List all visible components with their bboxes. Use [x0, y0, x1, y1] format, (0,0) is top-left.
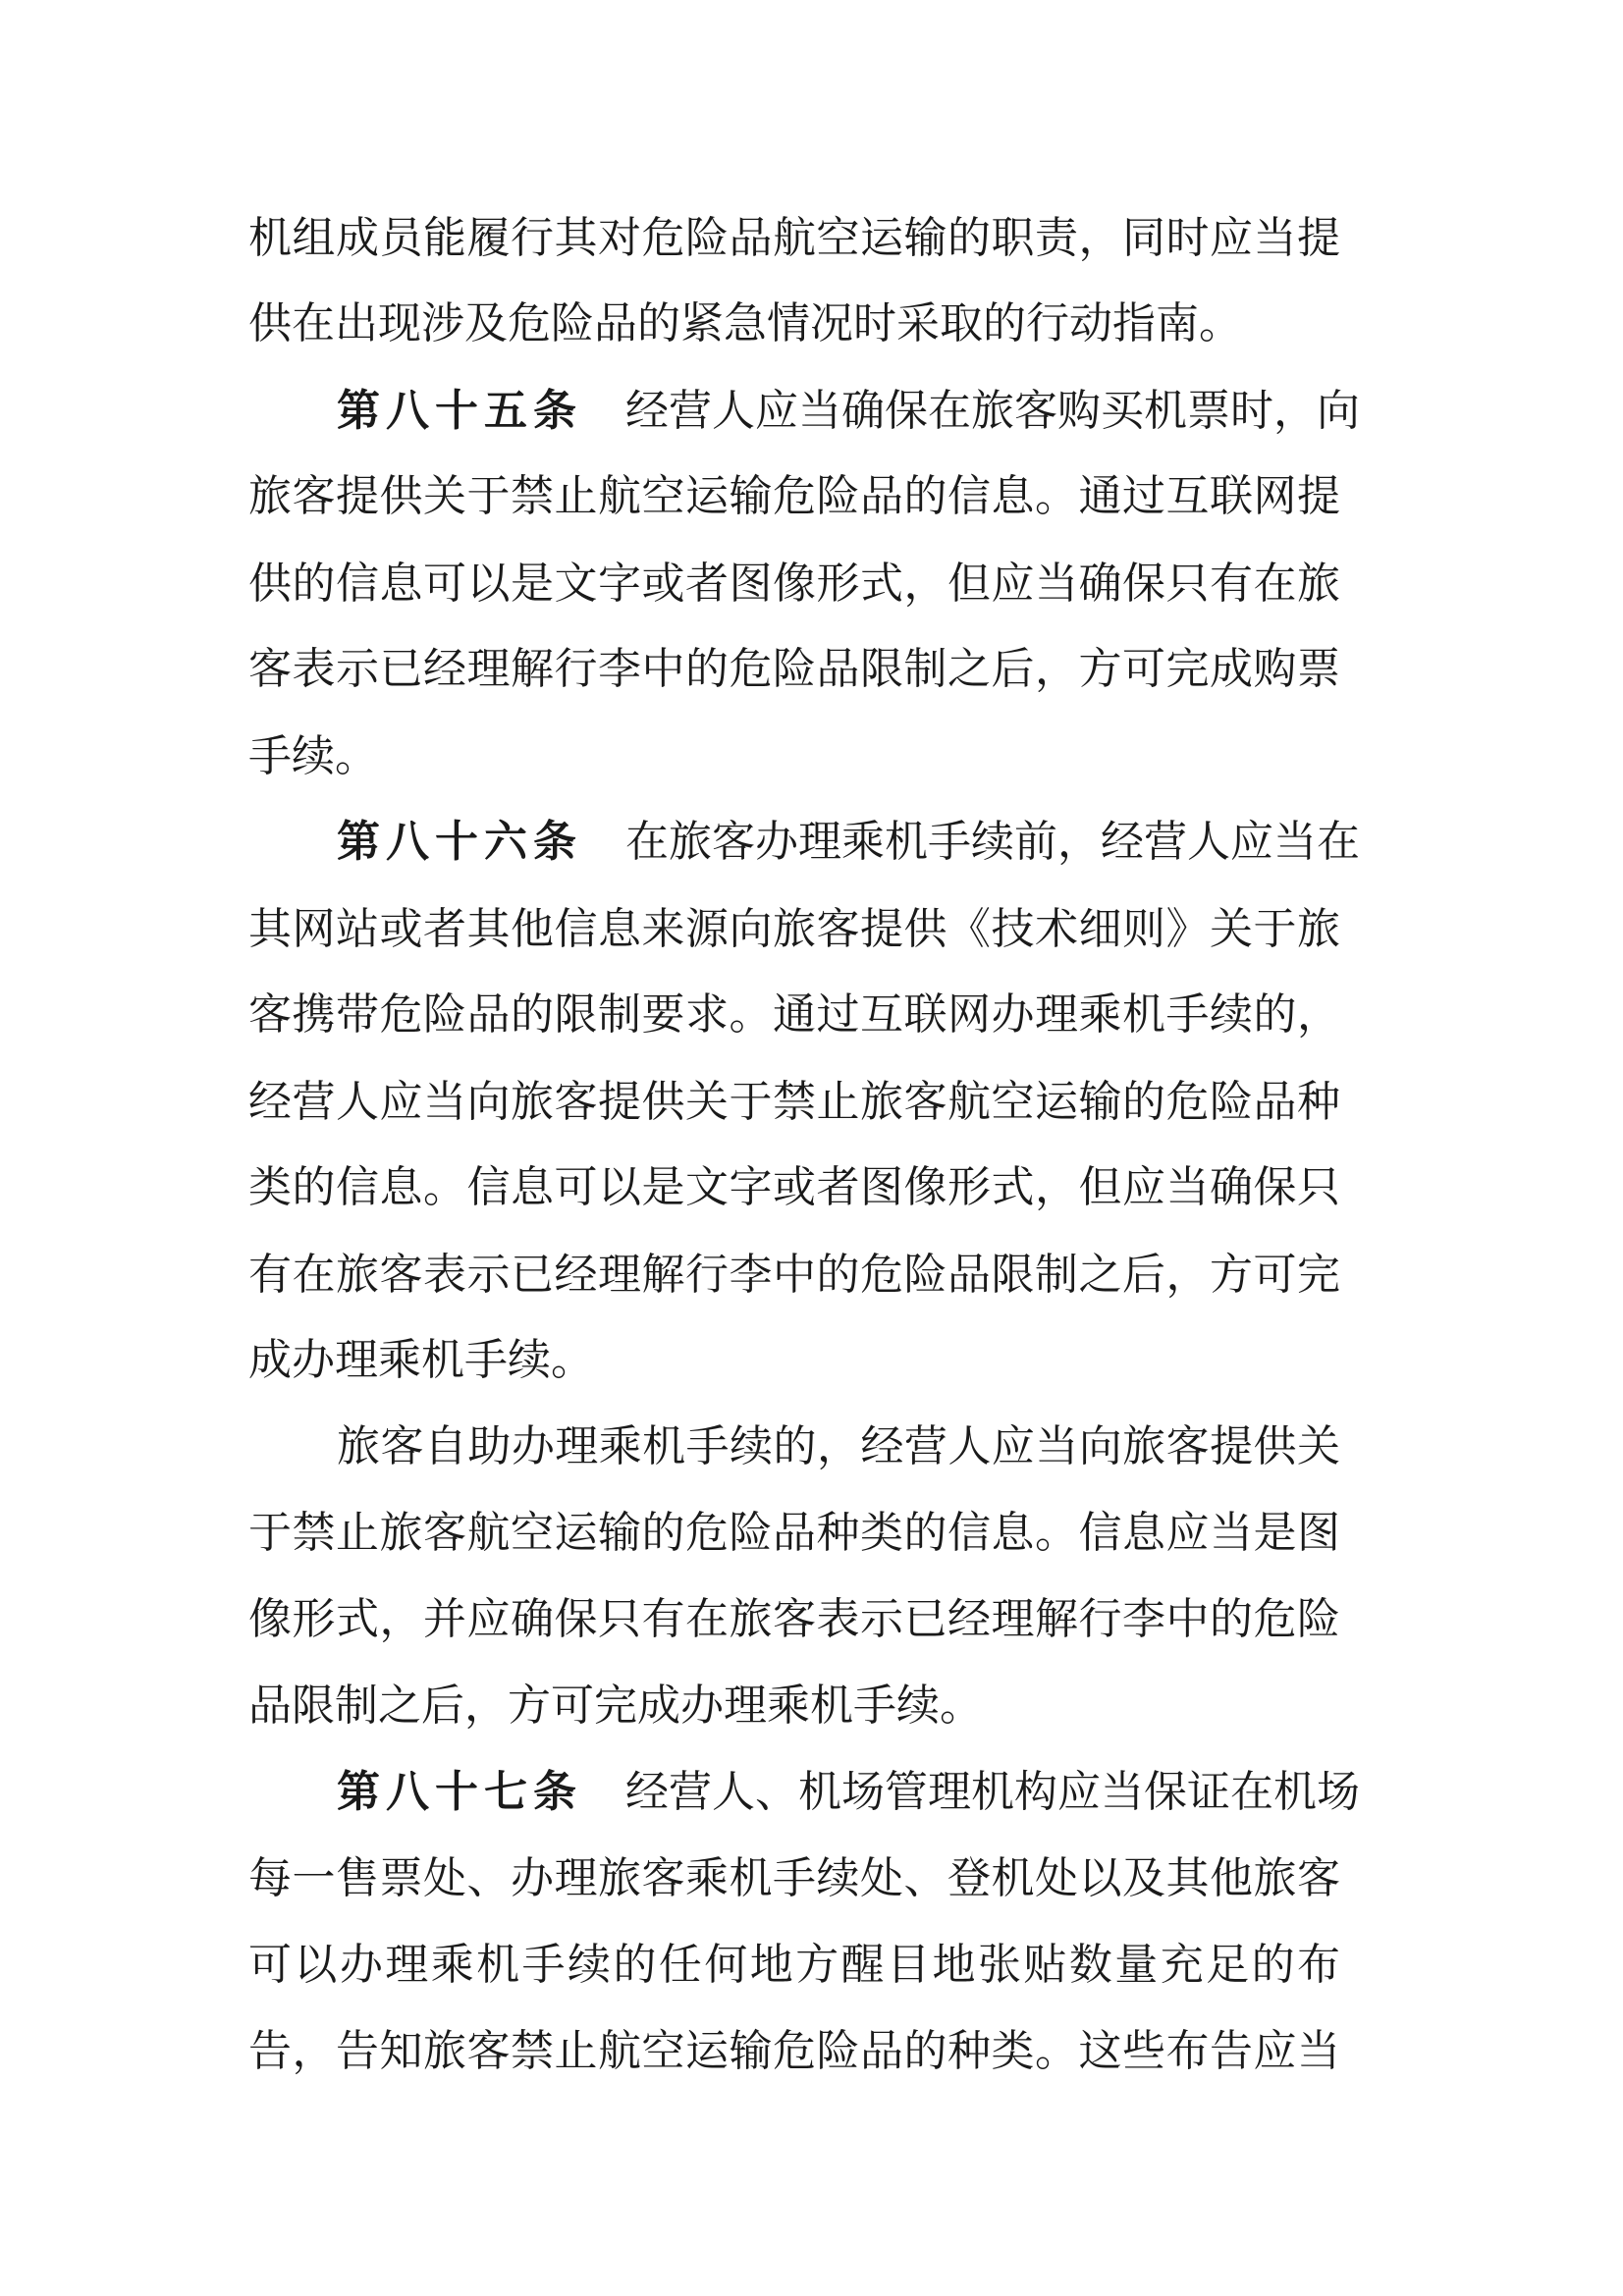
body-text-line: 经营人应当向旅客提供关于禁止旅客航空运输的危险品种: [248, 1077, 1340, 1127]
body-text-line: 旅客提供关于禁止航空运输危险品的信息。通过互联网提: [248, 471, 1340, 521]
article-number: 第八十五条: [337, 386, 582, 436]
body-text-line: 供在出现涉及危险品的紧急情况时采取的行动指南。: [248, 298, 1242, 348]
body-text-line: 类的信息。信息可以是文字或者图像形式，但应当确保只: [248, 1162, 1340, 1212]
body-text-line: 告，告知旅客禁止航空运输危险品的种类。这些布告应当: [248, 2026, 1340, 2076]
body-text-line: 像形式，并应确保只有在旅客表示已经理解行李中的危险: [248, 1594, 1340, 1644]
article-number: 第八十七条: [337, 1767, 582, 1817]
article-text: 在旅客办理乘机手续前，经营人应当在: [625, 817, 1360, 867]
body-text-line: 有在旅客表示已经理解行李中的危险品限制之后，方可完: [248, 1250, 1340, 1300]
article-line: [337, 803, 1360, 881]
article-line: [337, 372, 1360, 451]
article-line: [337, 1753, 1360, 1832]
body-text-line: 客携带危险品的限制要求。通过互联网办理乘机手续的，: [248, 989, 1340, 1040]
body-text-line: 可以办理乘机手续的任何地方醒目地张贴数量充足的布: [248, 1940, 1340, 1990]
article-text: 经营人应当确保在旅客购买机票时，向: [625, 386, 1360, 436]
body-text-line: 其网站或者其他信息来源向旅客提供《技术细则》关于旅: [248, 904, 1340, 954]
body-text-line: 机组成员能履行其对危险品航空运输的职责，同时应当提: [248, 213, 1340, 263]
body-text-line: 成办理乘机手续。: [248, 1335, 594, 1385]
article-number: 第八十六条: [337, 817, 582, 867]
body-text-line: 供的信息可以是文字或者图像形式，但应当确保只有在旅: [248, 559, 1340, 609]
body-text-line: 手续。: [248, 731, 378, 781]
body-text-line: 客表示已经理解行李中的危险品限制之后，方可完成购票: [248, 644, 1340, 694]
paragraph-first-line: 旅客自助办理乘机手续的，经营人应当向旅客提供关: [337, 1421, 1340, 1471]
body-text-line: 品限制之后，方可完成办理乘机手续。: [248, 1681, 983, 1731]
body-text-line: 于禁止旅客航空运输的危险品种类的信息。信息应当是图: [248, 1508, 1340, 1558]
body-text-line: 每一售票处、办理旅客乘机手续处、登机处以及其他旅客: [248, 1853, 1340, 1903]
article-text: 经营人、机场管理机构应当保证在机场: [625, 1767, 1360, 1817]
